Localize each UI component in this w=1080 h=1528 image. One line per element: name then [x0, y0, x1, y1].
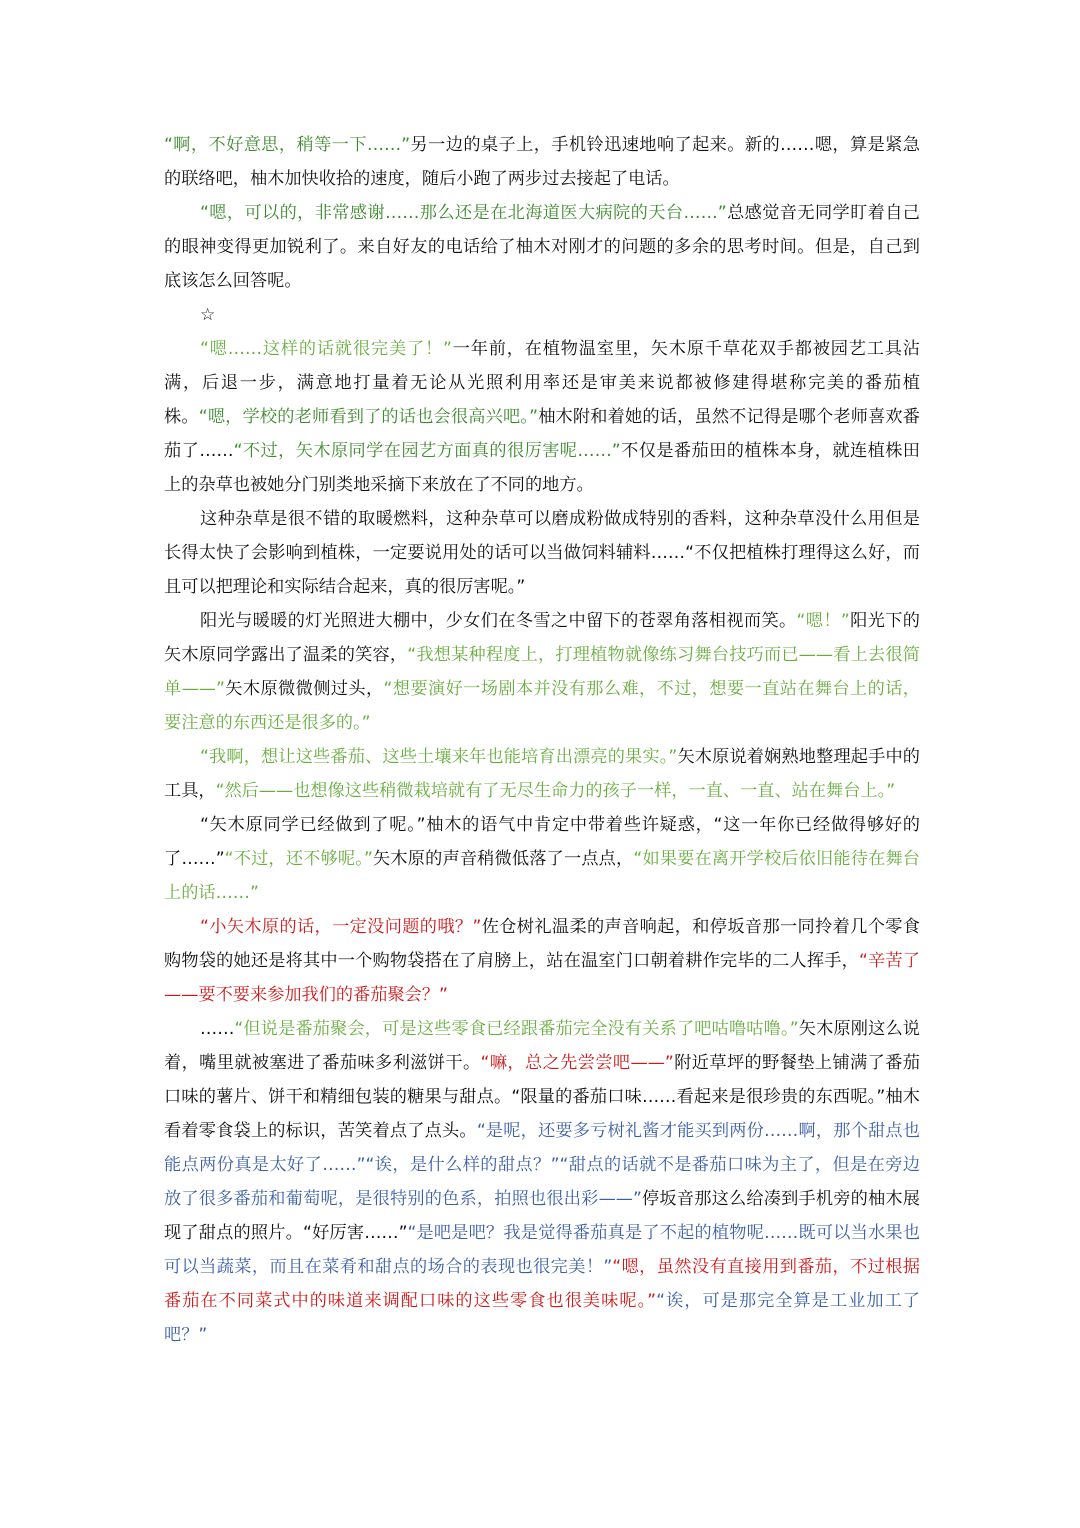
dialogue-text: “我啊，想让这些番茄、这些土壤来年也能培育出漂亮的果实。”: [200, 747, 678, 767]
paragraph: [164, 604, 920, 740]
dialogue-text: “辛苦了——要不要来参加我们的番茄聚会？”: [164, 951, 920, 1005]
dialogue-text: “不过，矢木原同学在园艺方面真的很厉害呢……”: [233, 441, 621, 461]
dialogue-text: “小矢木原的话，一定没问题的哦？”: [200, 917, 482, 937]
paragraph: [164, 332, 920, 502]
narration-text: 柚木附和着她的话，虽然不记得是哪个老师喜欢番茄了……: [164, 407, 920, 461]
narration-text: 矢木原微微侧过头，: [224, 679, 384, 699]
narration-text: 附近草坪的野餐垫上铺满了番茄口味的薯片、饼干和精细包装的糖果与甜点。“限量的番茄口味……看起来是很珍贵的东西呢。”柚木看着零食袋上的标识，苦笑着点了点头。: [164, 1053, 920, 1141]
dialogue-text: “啊，不好意思，稍等一下……”: [164, 135, 411, 155]
narration-text: “好厉害……”: [302, 1223, 408, 1243]
narration-text: 矢木原说着娴熟地整理起手中的工具，: [164, 747, 920, 801]
section-break-star: [164, 298, 920, 332]
paragraph: [164, 910, 920, 1012]
dialogue-text: “嗯，虽然没有直接用到番茄，不过根据番茄在不同菜式中的味道来调配口味的这些零食也很美味呢。”: [164, 1257, 920, 1311]
document-page: [164, 128, 920, 1352]
dialogue-text: “诶，可是那完全算是工业加工了吧？”: [164, 1291, 920, 1345]
paragraph: [164, 740, 920, 808]
narration-text: 停坂音那这么给凑到手机旁的柚木展现了甜点的照片。: [164, 1189, 920, 1243]
narration-text: 这种杂草是很不错的取暖燃料，这种杂草可以磨成粉做成特别的香料，这种杂草没什么用但是长得太快了会影响到植株，一定要说用处的话可以当做饲料辅料……“不仅把植株打理得这么好，而且可以把理论和实际结合起来，真的很厉害呢。”: [164, 509, 920, 597]
dialogue-text: “想要演好一场剧本并没有那么难，不过，想要一直站在舞台上的话，要注意的东西还是很多的。”: [164, 679, 920, 733]
dialogue-text: “嗯！”: [796, 611, 850, 631]
narration-text: 不仅是番茄田的植株本身，就连植株田上的杂草也被她分门别类地采摘下来放在了不同的地方。: [164, 441, 920, 495]
narration-text: 总感觉音无同学盯着自己的眼神变得更加锐利了。来自好友的电话给了柚木对刚才的问题的多余的思考时间。但是，自己到底该怎么回答呢。: [164, 203, 920, 291]
narration-text: 阳光下的矢木原同学露出了温柔的笑容，: [164, 611, 920, 665]
dialogue-text: “然后——也想像这些稍微栽培就有了无尽生命力的孩子一样，一直、一直、站在舞台上。”: [215, 781, 896, 801]
dialogue-text: “但说是番茄聚会，可是这些零食已经跟番茄完全没有关系了吧咕噜咕噜。”: [234, 1019, 799, 1039]
narration-text: 矢木原的声音稍微低落了一点点，: [372, 849, 634, 869]
dialogue-text: “如果要在离开学校后依旧能待在舞台上的话……”: [164, 849, 920, 903]
dialogue-text: “嗯，可以的，非常感谢……那么还是在北海道医大病院的天台……”: [200, 203, 727, 223]
dialogue-text: “嗯……这样的话就很完美了！”: [200, 339, 452, 359]
dialogue-text: “是呢，还要多亏树礼酱才能买到两份……啊，那个甜点也能点两份真是太好了……”“诶，是什么样的甜点？”“甜点的话就不是番茄口味为主了，但是在旁边放了很多番茄和葡萄呢，是很特别的色系，拍照也很出彩——”: [164, 1121, 920, 1209]
narration-text: “矢木原同学已经做到了呢。”柚木的语气中肯定中带着些许疑惑，“这一年你已经做得够好的了……”: [164, 815, 920, 869]
dialogue-text: “嗯，学校的老师看到了的话也会很高兴吧。”: [198, 407, 539, 427]
dialogue-text: “不过，还不够呢。”: [224, 849, 373, 869]
paragraph: [164, 502, 920, 604]
narration-text: 另一边的桌子上，手机铃迅速地响了起来。新的……嗯，算是紧急的联络吧，柚木加快收拾的速度，随后小跑了两步过去接起了电话。: [164, 135, 920, 189]
narration-text: 阳光与暖暖的灯光照进大棚中，少女们在冬雪之中留下的苍翠角落相视而笑。: [200, 611, 797, 631]
narration-text: 矢木原刚这么说着，嘴里就被塞进了番茄味多利滋饼干。: [164, 1019, 920, 1073]
narration-text: 佐仓树礼温柔的声音响起，和停坂音那一同拎着几个零食购物袋的她还是将其中一个购物袋搭在了肩膀上，站在温室门口朝着耕作完毕的二人挥手，: [164, 917, 920, 971]
narration-text: ☆: [200, 305, 216, 325]
paragraph: [164, 196, 920, 298]
paragraph: [164, 128, 920, 196]
narration-text: 一年前，在植物温室里，矢木原千草花双手都被园艺工具沾满，后退一步，满意地打量着无论从光照利用率还是审美来说都被修建得堪称完美的番茄植株。: [164, 339, 920, 427]
dialogue-text: “我想某种程度上，打理植物就像练习舞台技巧而已——看上去很简单——”: [164, 645, 920, 699]
paragraph: [164, 1012, 920, 1352]
dialogue-text: “嘛，总之先尝尝吧——”: [480, 1053, 674, 1073]
paragraph: [164, 808, 920, 910]
narration-text: ……: [200, 1019, 235, 1039]
dialogue-text: “是吧是吧？我是觉得番茄真是了不起的植物呢……既可以当水果也可以当蔬菜，而且在菜肴和甜点的场合的表现也很完美！”: [164, 1223, 920, 1277]
